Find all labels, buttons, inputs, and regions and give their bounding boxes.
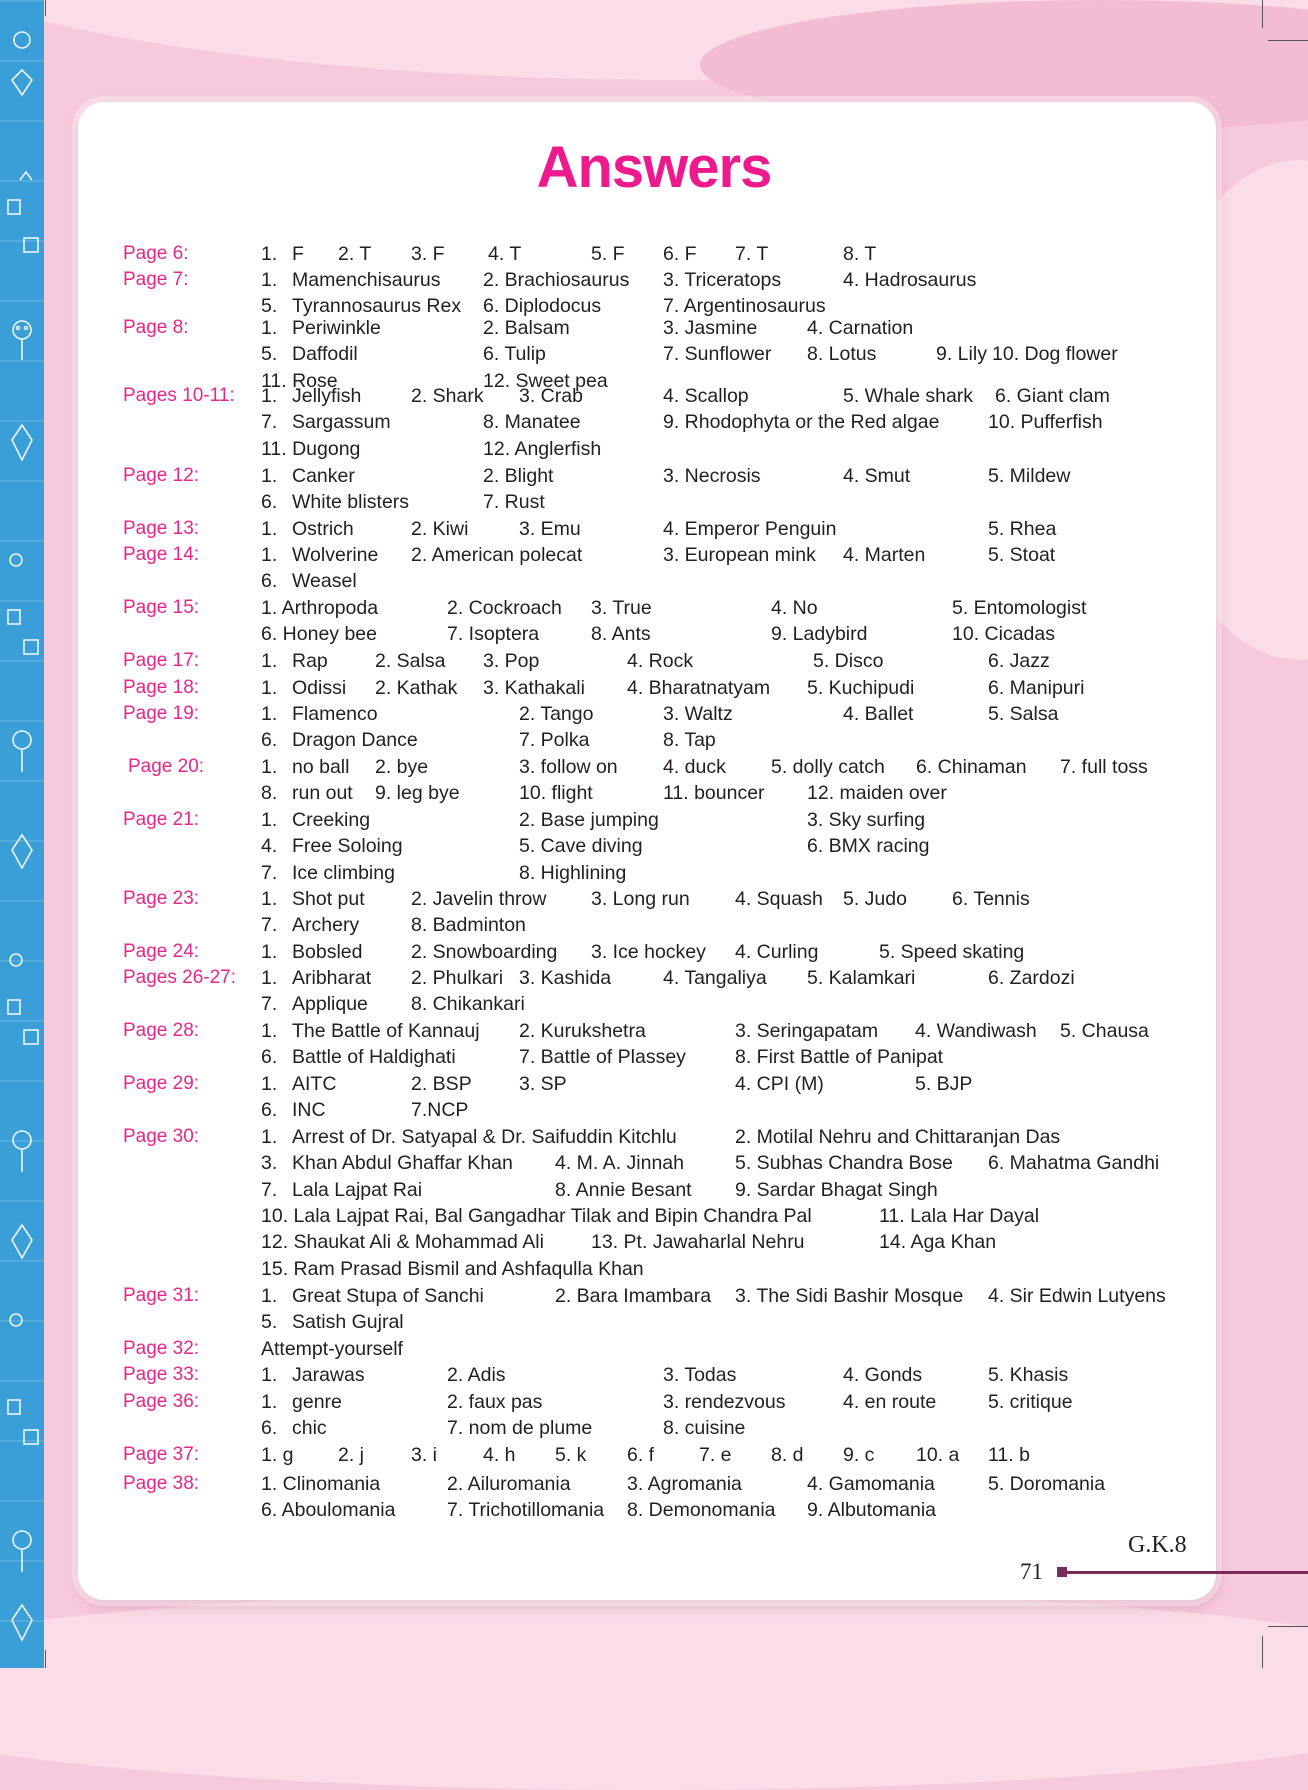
answer-item: 3. rendezvous — [663, 1391, 786, 1413]
answer-item: 5. k — [555, 1444, 587, 1466]
answer-item: 3. F — [411, 243, 445, 265]
answer-item: 5. critique — [988, 1391, 1073, 1413]
answer-item: 6. F — [663, 243, 697, 265]
answer-item: chic — [292, 1417, 327, 1440]
answer-item: 6. Tennis — [952, 888, 1030, 910]
section-label: Page 21: — [123, 809, 200, 830]
background-wave — [0, 1590, 1308, 1790]
answer-item: Bobsled — [292, 941, 363, 963]
answer-item: 2. Base jumping — [519, 809, 659, 831]
answer-item: genre — [292, 1391, 342, 1413]
answer-item: Flamenco — [292, 703, 378, 725]
answer-item: 6. Zardozi — [988, 967, 1075, 989]
answer-item: 7. — [261, 993, 278, 1016]
answer-item: 2. Phulkari — [411, 967, 504, 989]
answer-item: 3. European mink — [663, 544, 816, 566]
answer-item: 11. Lala Har Dayal — [879, 1204, 1040, 1227]
answer-item: 3. Crab — [519, 385, 583, 407]
answer-item: 4. Sir Edwin Lutyens — [988, 1285, 1166, 1307]
crop-mark — [1268, 1626, 1308, 1627]
answer-item: Arrest of Dr. Satyapal & Dr. Saifuddin Kitchlu — [292, 1126, 677, 1148]
answer-item: 3. follow on — [519, 756, 618, 778]
answer-item: 8. T — [843, 243, 877, 265]
answer-item: 8. Ants — [591, 623, 651, 646]
answer-item: 8. — [261, 782, 278, 805]
answer-item: 6. — [261, 1417, 278, 1440]
crop-mark — [45, 1650, 46, 1668]
answer-item: 4. T — [488, 243, 522, 265]
answer-item: 4. duck — [663, 756, 726, 778]
answer-item: 1. — [261, 269, 278, 291]
section-label: Page 28: — [123, 1020, 200, 1041]
answer-item: Aribharat — [292, 967, 372, 989]
answer-item: 7. — [261, 861, 278, 884]
answer-item: 1. — [261, 650, 278, 672]
answer-item: 6. f — [627, 1444, 655, 1466]
answer-item: F — [292, 243, 304, 265]
answer-item: 7. full toss — [1060, 756, 1148, 778]
answer-item: 4. Tangaliya — [663, 967, 767, 989]
answer-item: 5. F — [591, 243, 625, 265]
answer-item: 11. Rose — [261, 369, 338, 392]
answer-item: 7. Argentinosaurus — [663, 295, 826, 318]
answer-item: 12. Shaukat Ali & Mohammad Ali — [261, 1231, 544, 1254]
answer-item: 5. — [261, 295, 278, 318]
answer-item: 3. — [261, 1152, 278, 1175]
crop-mark — [1262, 0, 1263, 28]
answer-item: 6. — [261, 1099, 278, 1122]
answer-item: 5. Judo — [843, 888, 907, 910]
answer-item: 1. — [261, 888, 278, 910]
answer-item: 10. Cicadas — [952, 623, 1055, 646]
answer-item: 3. Emu — [519, 518, 581, 540]
answer-item: 8. First Battle of Panipat — [735, 1046, 944, 1069]
answer-item: 2. Balsam — [483, 317, 570, 339]
answer-item: 15. Ram Prasad Bismil and Ashfaqulla Khan — [261, 1257, 644, 1280]
section-label: Page 7: — [123, 269, 189, 290]
section-label: Page 23: — [123, 888, 200, 909]
answer-item: 1. Arthropoda — [261, 597, 379, 619]
answer-item: 3. Seringapatam — [735, 1020, 879, 1042]
answer-item: 5. Whale shark — [843, 385, 974, 407]
answer-item: 3. The Sidi Bashir Mosque — [735, 1285, 964, 1307]
answer-item: 5. Speed skating — [879, 941, 1025, 963]
answer-item: 4. Emperor Penguin — [663, 518, 837, 540]
answer-item: 4. Scallop — [663, 385, 749, 407]
answer-item: 14. Aga Khan — [879, 1231, 997, 1254]
answer-item: 4. Gamomania — [807, 1473, 935, 1495]
answer-item: 4. Marten — [843, 544, 926, 566]
answer-item: 2. j — [338, 1444, 365, 1466]
crop-mark — [45, 0, 46, 16]
answer-item: Sargassum — [292, 411, 391, 434]
answer-item: Odissi — [292, 677, 347, 699]
answer-item: 1. — [261, 703, 278, 725]
answer-item: 2. BSP — [411, 1073, 472, 1095]
answer-item: 5. — [261, 343, 278, 366]
answer-item: 11. b — [988, 1444, 1030, 1466]
answer-item: 3. Todas — [663, 1364, 737, 1386]
answer-item: 4. CPI (M) — [735, 1073, 824, 1095]
answer-item: 12. maiden over — [807, 782, 947, 805]
answer-item: 3. Jasmine — [663, 317, 758, 339]
answer-item: 5. Chausa — [1060, 1020, 1149, 1042]
answer-item: Periwinkle — [292, 317, 381, 339]
answer-item: 2. Javelin throw — [411, 888, 547, 910]
section-label: Page 30: — [123, 1126, 200, 1147]
answer-item: 6. Tulip — [483, 343, 546, 366]
answer-item: 7. e — [699, 1444, 732, 1466]
answer-item: 3. i — [411, 1444, 438, 1466]
answer-item: 7. Isoptera — [447, 623, 540, 646]
answer-item: 7.NCP — [411, 1099, 469, 1122]
answer-item: 4. Ballet — [843, 703, 914, 725]
book-code: G.K.8 — [1128, 1532, 1187, 1558]
answer-item: INC — [292, 1099, 326, 1122]
answer-item: 5. Entomologist — [952, 597, 1087, 619]
answer-item: 8. Tap — [663, 729, 716, 752]
section-label: Page 6: — [123, 243, 189, 264]
answer-item: 1. — [261, 385, 278, 407]
answer-item: 4. Rock — [627, 650, 694, 672]
section-label: Page 13: — [123, 518, 200, 539]
answer-item: 1. — [261, 941, 278, 963]
answer-item: 9. Lily — [936, 343, 987, 366]
answer-item: 1. — [261, 756, 278, 778]
answer-item: 2. T — [338, 243, 372, 265]
answer-item: 2. Kurukshetra — [519, 1020, 646, 1042]
answer-item: 2. faux pas — [447, 1391, 543, 1413]
answer-item: 8. d — [771, 1444, 804, 1466]
section-label: Page 37: — [123, 1444, 200, 1465]
section-label: Page 12: — [123, 465, 200, 486]
answer-item: 4. Squash — [735, 888, 823, 910]
answer-item: 1. — [261, 1285, 278, 1307]
answer-item: 6. Giant clam — [995, 385, 1110, 407]
answer-item: 5. BJP — [915, 1073, 973, 1095]
answer-item: 8. Lotus — [807, 343, 877, 366]
answer-item: 2. Motilal Nehru and Chittaranjan Das — [735, 1126, 1061, 1148]
answer-item: 9. leg bye — [375, 782, 460, 805]
answer-item: 2. Cockroach — [447, 597, 562, 619]
answer-item: 11. bouncer — [663, 782, 765, 805]
answer-item: Rap — [292, 650, 328, 672]
answer-item: Ostrich — [292, 518, 354, 540]
answer-item: 8. cuisine — [663, 1417, 746, 1440]
answer-item: 4. Gonds — [843, 1364, 923, 1386]
answer-item: 2. Shark — [411, 385, 484, 407]
answer-item: 1. — [261, 317, 278, 339]
answer-item: 5. Khasis — [988, 1364, 1069, 1386]
section-label: Page 33: — [123, 1364, 200, 1385]
answer-item: 5. Disco — [813, 650, 884, 672]
answer-item: 1. Clinomania — [261, 1473, 381, 1495]
answer-item: Wolverine — [292, 544, 379, 566]
answer-item: 4. Hadrosaurus — [843, 269, 977, 291]
answer-item: 4. en route — [843, 1391, 937, 1413]
answer-item: 2. Snowboarding — [411, 941, 558, 963]
answer-item: 3. Sky surfing — [807, 809, 926, 831]
answer-item: 9. Albutomania — [807, 1499, 937, 1522]
answer-item: 3. SP — [519, 1073, 567, 1095]
answer-item: 6. — [261, 491, 278, 514]
answer-item: 4. — [261, 835, 278, 858]
answer-item: 1. — [261, 967, 278, 989]
doodle-pattern-icon — [0, 0, 44, 1668]
answer-item: run out — [292, 782, 353, 805]
section-label: Page 14: — [123, 544, 200, 565]
answer-item: 2. Bara Imambara — [555, 1285, 712, 1307]
answer-item: 6. Aboulomania — [261, 1499, 396, 1522]
answer-item: Khan Abdul Ghaffar Khan — [292, 1152, 513, 1175]
answer-item: 6. Jazz — [988, 650, 1050, 672]
answer-item: 7. Sunflower — [663, 343, 772, 366]
answer-item: 10. Pufferfish — [988, 411, 1103, 434]
answer-item: Shot put — [292, 888, 365, 910]
answer-item: 5. dolly catch — [771, 756, 885, 778]
answer-item: 5. Kuchipudi — [807, 677, 915, 699]
answer-item: 1. — [261, 1391, 278, 1413]
answer-item: 6. Chinaman — [916, 756, 1027, 778]
answer-item: Battle of Haldighati — [292, 1046, 456, 1069]
answer-item: 7. Polka — [519, 729, 590, 752]
answer-item: no ball — [292, 756, 350, 778]
answer-item: 1. — [261, 544, 278, 566]
answer-item: 8. Badminton — [411, 914, 526, 937]
answer-item: 5. Stoat — [988, 544, 1056, 566]
answer-item: 5. — [261, 1311, 278, 1334]
footer-rule — [1060, 1571, 1308, 1574]
answer-item: 12. Sweet pea — [483, 369, 608, 392]
answer-item: 1. g — [261, 1444, 294, 1466]
answer-item: 6. Diplodocus — [483, 295, 602, 318]
answer-item: 2. American polecat — [411, 544, 583, 566]
answer-item: Applique — [292, 993, 368, 1016]
answer-item: 2. Ailuromania — [447, 1473, 571, 1495]
answer-item: 7. — [261, 914, 278, 937]
answer-item: 1. — [261, 1364, 278, 1386]
answer-item: 2. Kathak — [375, 677, 458, 699]
answer-item: 6. Honey bee — [261, 623, 378, 646]
answer-item: Weasel — [292, 570, 357, 593]
answer-item: Satish Gujral — [292, 1311, 404, 1334]
answer-item: 10. a — [916, 1444, 960, 1466]
section-label: Page 17: — [123, 650, 200, 671]
answer-item: 3. Ice hockey — [591, 941, 706, 963]
answer-item: 6. Mahatma Gandhi — [988, 1152, 1160, 1175]
answer-item: 5. Rhea — [988, 518, 1057, 540]
answer-item: 4. h — [483, 1444, 516, 1466]
answer-item: 4. Curling — [735, 941, 819, 963]
answer-item: 1. — [261, 1073, 278, 1095]
answer-item: Mamenchisaurus — [292, 269, 441, 291]
answer-item: 2. bye — [375, 756, 429, 778]
answer-item: 8. Manatee — [483, 411, 581, 434]
answer-item: 10. flight — [519, 782, 593, 805]
answer-item: 3. True — [591, 597, 652, 619]
answer-item: 5. Salsa — [988, 703, 1059, 725]
answer-item: 4. M. A. Jinnah — [555, 1152, 684, 1175]
answer-item: 3. Waltz — [663, 703, 733, 725]
section-label: Page 31: — [123, 1285, 200, 1306]
answer-item: Lala Lajpat Rai — [292, 1178, 423, 1201]
answer-item: Canker — [292, 465, 355, 487]
answer-item: 8. Annie Besant — [555, 1178, 692, 1201]
answer-item: 4. Carnation — [807, 317, 914, 339]
answer-item: 4. Smut — [843, 465, 911, 487]
answer-item: 8. Demonomania — [627, 1499, 776, 1522]
answer-item: Archery — [292, 914, 360, 937]
answer-item: Jarawas — [292, 1364, 365, 1386]
answer-item: 2. Adis — [447, 1364, 506, 1386]
answer-item: Jellyfish — [292, 385, 362, 407]
answer-item: 5. Kalamkari — [807, 967, 916, 989]
answer-item: 12. Anglerfish — [483, 437, 602, 460]
answer-item: 1. — [261, 677, 278, 699]
page-number: 71 — [1020, 1559, 1043, 1584]
answer-item: 10. Dog flower — [992, 343, 1118, 366]
answer-item: Creeking — [292, 809, 371, 831]
answer-item: White blisters — [292, 491, 410, 514]
answer-item: 3. Agromania — [627, 1473, 742, 1495]
answer-item: Tyrannosaurus Rex — [292, 295, 462, 318]
answer-item: 9. Sardar Bhagat Singh — [735, 1178, 938, 1201]
answer-item: 5. Subhas Chandra Bose — [735, 1152, 953, 1175]
answer-item: 1. — [261, 809, 278, 831]
answer-item: 3. Kashida — [519, 967, 612, 989]
section-label: Page 20: — [128, 756, 205, 777]
section-label: Page 8: — [123, 317, 189, 338]
answer-item: 3. Necrosis — [663, 465, 761, 487]
answer-item: 8. Chikankari — [411, 993, 525, 1016]
answer-item: 2. Salsa — [375, 650, 446, 672]
answer-item: 2. Brachiosaurus — [483, 269, 630, 291]
section-label: Page 24: — [123, 941, 200, 962]
answer-item: 4. Bharatnatyam — [627, 677, 771, 699]
answer-item: 2. Blight — [483, 465, 554, 487]
answer-item: 6. — [261, 729, 278, 752]
section-label: Page 19: — [123, 703, 200, 724]
answer-item: Daffodil — [292, 343, 358, 366]
answer-item: AITC — [292, 1073, 337, 1095]
answer-item: 9. Ladybird — [771, 623, 868, 646]
section-label: Page 36: — [123, 1391, 200, 1412]
answer-item: 6. Manipuri — [988, 677, 1085, 699]
answer-item: 7. — [261, 1178, 278, 1201]
section-label: Page 32: — [123, 1338, 200, 1359]
answer-item: 1. — [261, 243, 278, 265]
answer-item: 7. Rust — [483, 491, 545, 514]
page-title: Answers — [536, 135, 772, 200]
section-label: Page 18: — [123, 677, 200, 698]
answer-item: 11. Dugong — [261, 437, 361, 460]
section-label: Pages 10-11: — [123, 385, 235, 406]
answer-item: 4. No — [771, 597, 818, 619]
answer-item: 3. Kathakali — [483, 677, 585, 699]
answer-item: 7. T — [735, 243, 769, 265]
answer-item: 8. Highlining — [519, 861, 627, 884]
answer-item: 6. — [261, 1046, 278, 1069]
answer-item: 7. Battle of Plassey — [519, 1046, 686, 1069]
answer-item: 10. Lala Lajpat Rai, Bal Gangadhar Tilak and Bipin Chandra Pal — [261, 1204, 812, 1227]
answer-item: Ice climbing — [292, 861, 395, 884]
answer-item: 3. Triceratops — [663, 269, 782, 291]
answer-item: 4. Wandiwash — [915, 1020, 1037, 1042]
answer-item: 1. — [261, 1126, 278, 1148]
answer-item: Dragon Dance — [292, 729, 418, 752]
crop-mark — [1262, 1636, 1263, 1668]
answer-item: 6. — [261, 570, 278, 593]
answer-item: 5. Cave diving — [519, 835, 643, 858]
crop-mark — [1268, 40, 1308, 41]
answer-item: 9. c — [843, 1444, 875, 1466]
answer-item: 6. BMX racing — [807, 835, 930, 858]
answer-item: 2. Kiwi — [411, 518, 469, 540]
answer-item: 5. Mildew — [988, 465, 1071, 487]
section-label: Page 38: — [123, 1473, 200, 1494]
answer-item: 3. Long run — [591, 888, 690, 910]
answer-item: 13. Pt. Jawaharlal Nehru — [591, 1231, 805, 1254]
answer-item: 3. Pop — [483, 650, 540, 672]
answer-item: 7. nom de plume — [447, 1417, 593, 1440]
section-label: Page 29: — [123, 1073, 200, 1094]
answer-item: 9. Rhodophyta or the Red algae — [663, 411, 940, 434]
answer-item: 7. Trichotillomania — [447, 1499, 605, 1522]
answer-item: 2. Tango — [519, 703, 594, 725]
answer-item: Great Stupa of Sanchi — [292, 1285, 484, 1307]
answer-item: 7. — [261, 411, 278, 434]
answer-item: 1. — [261, 518, 278, 540]
answer-item: 5. Doromania — [988, 1473, 1106, 1495]
answer-item: 1. — [261, 1020, 278, 1042]
answer-item: Attempt-yourself — [261, 1338, 403, 1360]
answer-item: The Battle of Kannauj — [292, 1020, 480, 1042]
answer-item: 1. — [261, 465, 278, 487]
answer-item: Free Soloing — [292, 835, 403, 858]
section-label: Pages 26-27: — [123, 967, 237, 988]
section-label: Page 15: — [123, 597, 200, 618]
